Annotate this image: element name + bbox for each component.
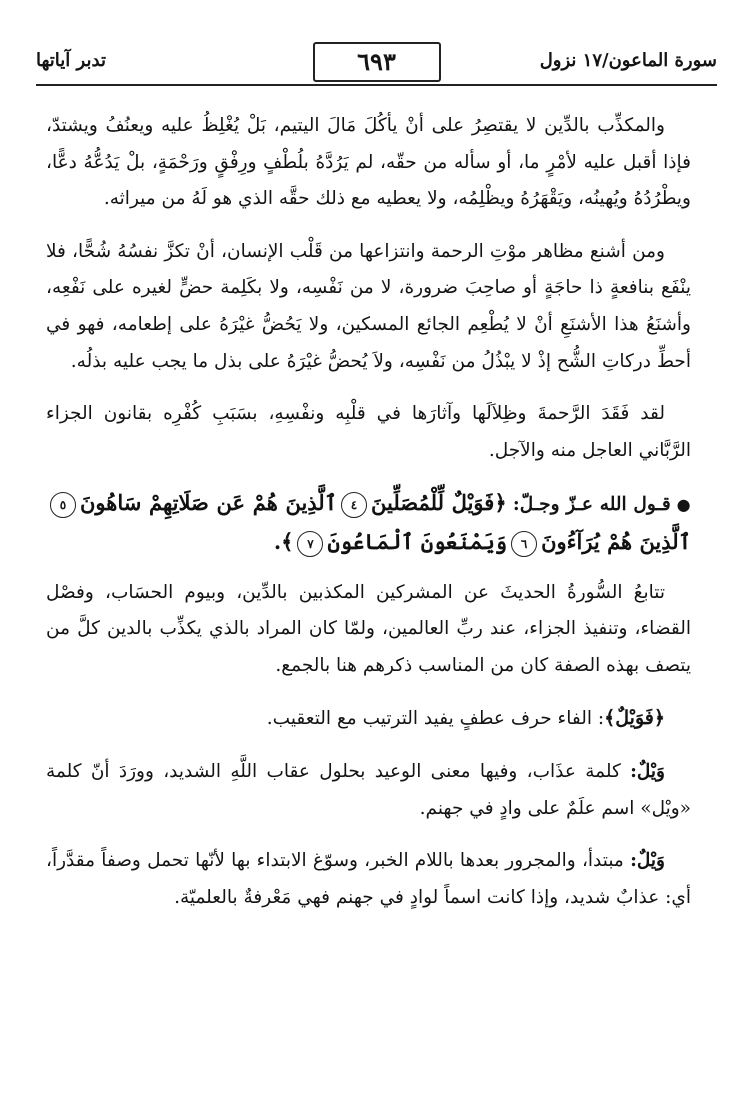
paragraph-4: تتابعُ السُّورةُ الحديثَ عن المشركين المكذبين بالدِّين، وبيوم الحسَاب، وفصْل القضاء، وتنفيذ الجزاء، عند ربِّ العالمين، ولمّا كان المراد بالذي يكذِّب بالدين كلَّ من يتصف بهذه الصفة كان من المناسب ذكرهم هنا بالجمع. xyxy=(46,581,691,676)
paragraph-3: لقد فَقَدَ الرَّحمةَ وظِلاَلَها وآثارَها في قلْبِه ونفْسِهِ، بسَبَبِ كُفْرِه بقانون الجزاء الرَّبَّاني العاجل منه والآجل. xyxy=(46,403,691,461)
verse-4-text: فَوَيْلٌ لِّلْمُصَلِّينَ xyxy=(371,490,495,516)
verse-close-bracket: ﴾. xyxy=(273,528,294,554)
page-header xyxy=(36,40,717,86)
term-wayl-1: وَيْلٌ: xyxy=(630,760,665,782)
verse-7-text: وَيَمْنَعُونَ ٱلْمَاعُونَ xyxy=(327,528,508,554)
verse-intro: قـول الله عـزّ وجـلّ: xyxy=(512,494,671,516)
paragraph-7 xyxy=(46,843,691,916)
paragraph-6-text: كلمة عذَاب، وفيها معنى الوعيد بحلول عقاب اللَّهِ الشديد، وورَدَ أنّ كلمة «ويْل» اسم علَمٌ على وادٍ في جهنم. xyxy=(46,760,691,819)
term-wayl-2: وَيْلٌ: xyxy=(630,850,665,872)
paragraph-2: ومن أشنع مظاهر موْتِ الرحمة وانتزاعها من قَلْب الإنسان، أنْ تكزَّ نفسُهُ شُحًّا، فلا ينْفَع بنافعةٍ ذا حاجَةٍ أو صاحِبَ ضرورة، لا من نَفْسِه، ولا بكَلِمة حضٍّ لغيره على نَفْعِه، وأشنَعُ هذا الأشنَعِ أنْ لا يُطْعِم الجائع المسكين، ولا يَحُضُّ غيْرَهُ على إطعامه، فهو في أحطِّ دركاتِ الشُّح إذْ لا يبْذُلُ من نَفْسِه، ولاَ يُحضُّ غيْرَهُ على بذل ما يجب عليه بذلُه. xyxy=(46,240,691,372)
verse-6-number: ٦ xyxy=(511,531,537,557)
verse-7-number: ٧ xyxy=(297,531,323,557)
verse-6-text: ٱلَّذِينَ هُمْ يُرَآءُونَ xyxy=(541,528,691,554)
verse-block xyxy=(46,485,691,562)
paragraph-7-text: مبتدأ، والمجرور بعدها باللام الخبر، وسوّغ الابتداء بها لأنّها تحمل وصفاً مقدَّراً، أي: عذابٌ شديد، وإذا كانت اسماً لوادٍ في جهنم فهي مَعْرفةٌ بالعلميّة. xyxy=(46,850,691,908)
paragraph-5 xyxy=(46,700,691,738)
bullet-icon: ● xyxy=(676,495,691,515)
body-text xyxy=(46,108,691,932)
page-number: ٦٩٣ xyxy=(313,42,441,82)
paragraph-1: والمكذِّب بالدِّين لا يقتصِرُ على أنْ يأكُلَ مَالَ اليتيم، بَلْ يُغْلِظُ عليه ويعنُفُ ويشتدّ، فإذا أقبل عليه لأمْرٍ ما، أو سأله من حقّه، لم يَرُدَّهُ بلُطْفٍ ورِفْقٍ ورَحْمَةٍ، بلْ يَدُعُّهُ دعًّا، ويطْرُدُهُ ويُهينُه، ويَقْهَرُهُ ويظْلِمُه، ولا يعطيه مع ذلك حقَّه الذي هو لَهُ من ميراثه. xyxy=(46,115,691,210)
verse-open-bracket: ﴿ xyxy=(494,490,507,516)
verse-5-text: ٱلَّذِينَ هُمْ عَن صَلَاتِهِمْ سَاهُونَ xyxy=(80,490,338,516)
paragraph-5-text: : الفاء حرف عطفٍ يفيد الترتيب مع التعقيب. xyxy=(266,708,605,730)
verse-5-number: ٥ xyxy=(50,492,76,518)
verse-4-number: ٤ xyxy=(341,492,367,518)
term-fawaylun: ﴿فَوَيْلٌ﴾ xyxy=(604,707,665,730)
book-title: تدبر آياتها xyxy=(36,50,106,71)
paragraph-6 xyxy=(46,754,691,827)
surah-label: سورة الماعون/١٧ نزول xyxy=(539,50,717,71)
